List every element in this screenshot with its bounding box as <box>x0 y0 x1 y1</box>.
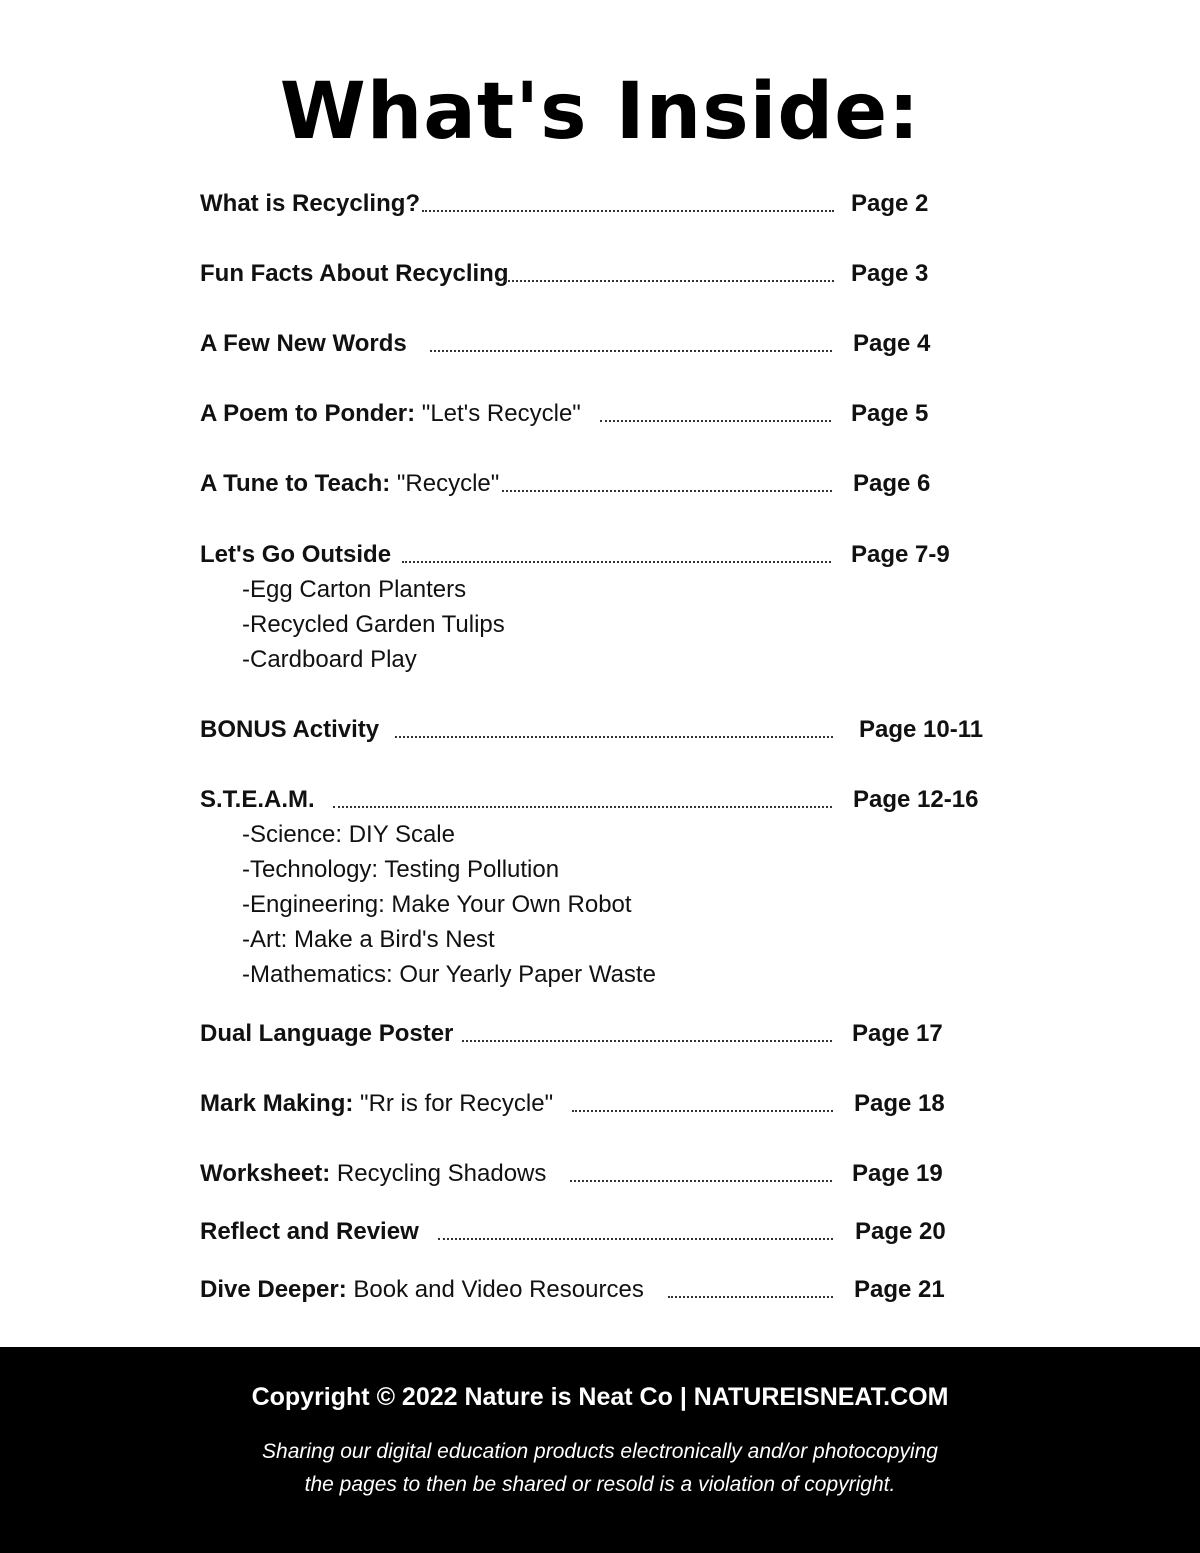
copyright-footer <box>0 1347 1200 1553</box>
toc-entry-title-bold: Dive Deeper: <box>200 1276 347 1303</box>
copyright-notice-line: the pages to then be shared or resold is a violation of copyright. <box>304 1473 896 1496</box>
toc-entry <box>200 713 1000 747</box>
toc-entry-title-bold: What is Recycling? <box>200 190 421 217</box>
toc-entry-title <box>200 538 391 572</box>
dot-leader <box>402 561 831 563</box>
toc-entry-title-bold: Reflect and Review <box>200 1218 419 1245</box>
toc-entry-title-normal: Book and Video Resources <box>346 1276 644 1303</box>
toc-entry-title <box>200 1087 553 1121</box>
page-title: What's Inside: <box>279 67 921 157</box>
toc-entry-page: Page 10-11 <box>859 716 984 743</box>
toc-entry <box>200 783 1000 817</box>
toc-entry-title-bold: BONUS Activity <box>200 716 380 743</box>
dot-leader <box>668 1296 833 1298</box>
toc-entry-page: Page 3 <box>851 260 929 287</box>
copyright-notice <box>0 1435 1200 1501</box>
toc-subitem: -Science: DIY Scale <box>242 821 455 848</box>
toc-entry <box>200 187 1000 221</box>
toc-entry-title-bold: A Tune to Teach: <box>200 470 391 497</box>
dot-leader <box>570 1180 832 1182</box>
toc-subitem: -Art: Make a Bird's Nest <box>242 926 495 953</box>
toc-entry-title <box>200 467 499 501</box>
dot-leader <box>422 210 834 212</box>
toc-subitem: -Technology: Testing Pollution <box>242 856 560 883</box>
toc-entry-title-normal: "Let's Recycle" <box>415 400 581 427</box>
toc-entry-title-bold: A Poem to Ponder: <box>200 400 416 427</box>
toc-subitem: -Engineering: Make Your Own Robot <box>242 891 632 918</box>
dot-leader <box>438 1238 833 1240</box>
toc-entry-title-bold: S.T.E.A.M. <box>200 786 315 813</box>
toc-entry-title <box>200 397 581 431</box>
toc-entry-page: Page 4 <box>853 330 931 357</box>
toc-subitem: -Egg Carton Planters <box>242 576 467 603</box>
toc-entry-title <box>200 713 379 747</box>
toc-entry-title <box>200 257 508 291</box>
toc-entry-page: Page 18 <box>854 1090 945 1117</box>
toc-entry <box>200 257 1000 291</box>
toc-entry-title <box>200 1273 644 1307</box>
toc-entry <box>200 1157 1000 1191</box>
toc-entry <box>200 538 1000 572</box>
dot-leader <box>572 1110 833 1112</box>
toc-entry-page: Page 17 <box>852 1020 943 1047</box>
dot-leader <box>462 1040 832 1042</box>
toc-entry <box>200 1017 1000 1051</box>
toc-entry-title <box>200 187 420 221</box>
toc-subitem: -Recycled Garden Tulips <box>242 611 505 638</box>
toc-entry <box>200 1087 1000 1121</box>
toc-entry <box>200 397 1000 431</box>
toc-entry-page: Page 12-16 <box>853 786 979 813</box>
toc-entry-title <box>200 1017 453 1051</box>
toc-entry-title <box>200 327 407 361</box>
toc-entry-title-normal: "Recycle" <box>390 470 500 497</box>
dot-leader <box>502 490 832 492</box>
toc-entry-page: Page 6 <box>853 470 931 497</box>
dot-leader <box>395 736 833 738</box>
toc-subitem: -Mathematics: Our Yearly Paper Waste <box>242 961 656 988</box>
copyright-text: Copyright © 2022 Nature is Neat Co | NATUREISNEAT.COM <box>251 1383 949 1411</box>
toc-subitem: -Cardboard Play <box>242 646 417 673</box>
toc-entry <box>200 1215 1000 1249</box>
toc-entry-title-normal: Recycling Shadows <box>330 1160 547 1187</box>
toc-entry-page: Page 5 <box>851 400 929 427</box>
copyright-notice-line: Sharing our digital education products electronically and/or photocopying <box>262 1440 938 1463</box>
toc-entry-page: Page 19 <box>852 1160 943 1187</box>
toc-entry-page: Page 21 <box>854 1276 945 1303</box>
toc-entry <box>200 327 1000 361</box>
toc-entry-title-bold: Dual Language Poster <box>200 1020 454 1047</box>
toc-entry-title-bold: A Few New Words <box>200 330 407 357</box>
toc-entry-title-normal: "Rr is for Recycle" <box>353 1090 554 1117</box>
toc-entry-page: Page 2 <box>851 190 929 217</box>
toc-entry-title <box>200 783 315 817</box>
toc-entry-title-bold: Mark Making: <box>200 1090 354 1117</box>
toc-entry-title-bold: Worksheet: <box>200 1160 331 1187</box>
dot-leader <box>600 420 831 422</box>
dot-leader <box>505 280 834 282</box>
toc-entry-title-bold: Let's Go Outside <box>200 541 392 568</box>
toc-entry <box>200 1273 1000 1307</box>
dot-leader <box>430 350 832 352</box>
toc-entry-title <box>200 1157 546 1191</box>
toc-entry-title <box>200 1215 419 1249</box>
toc-entry-page: Page 7-9 <box>851 541 950 568</box>
toc-entry-page: Page 20 <box>855 1218 946 1245</box>
toc-entry-title-bold: Fun Facts About Recycling <box>200 260 509 287</box>
toc-entry <box>200 467 1000 501</box>
dot-leader <box>333 806 832 808</box>
